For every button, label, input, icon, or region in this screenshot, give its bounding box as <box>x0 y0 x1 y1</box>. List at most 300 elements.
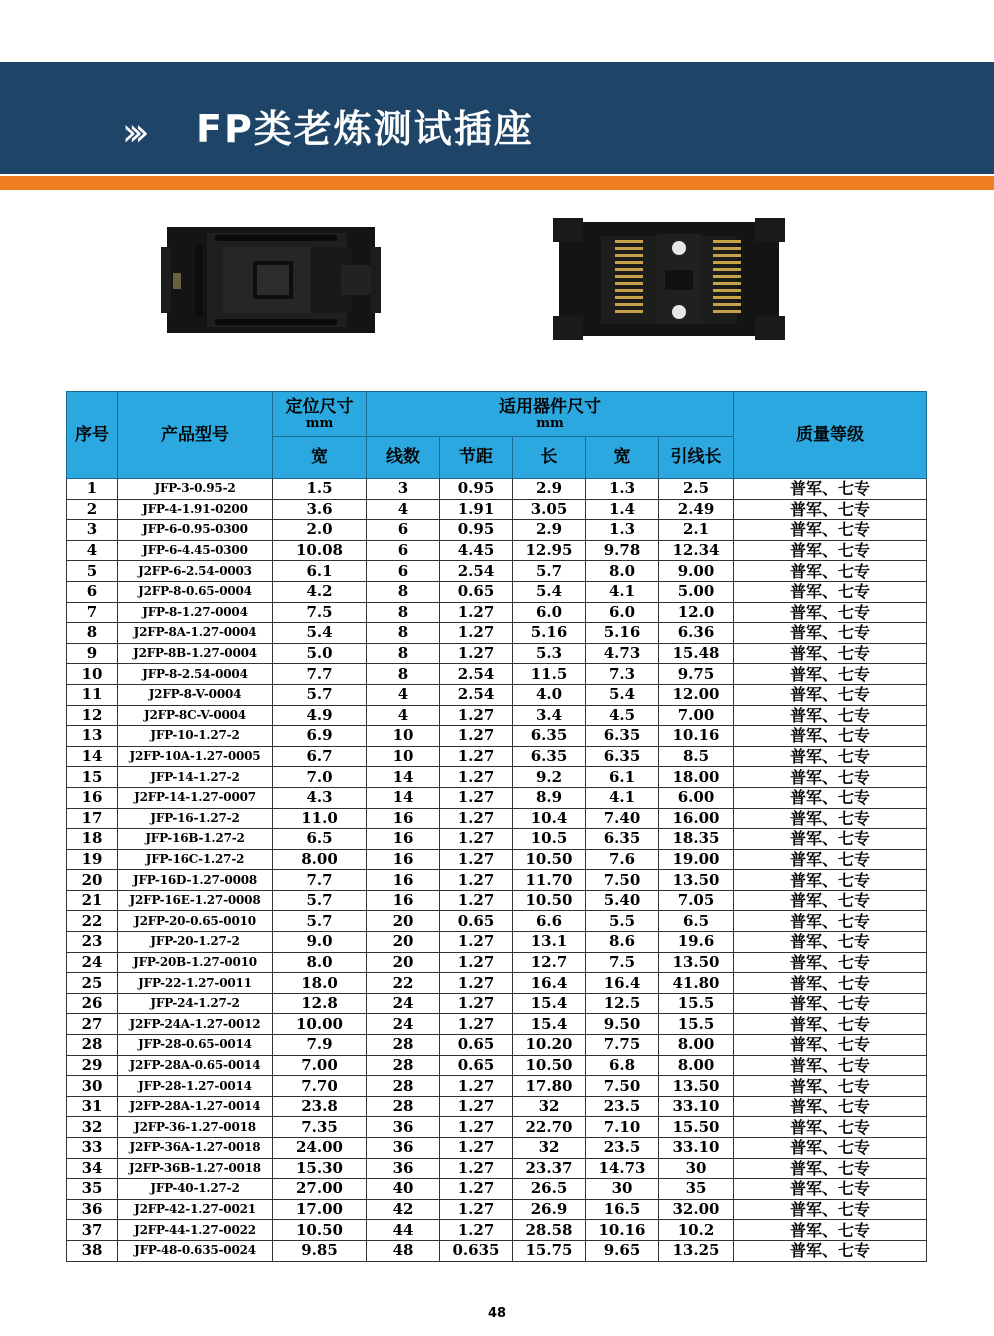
cell-pitch: 1.27 <box>440 890 513 911</box>
cell-positioning-width: 23.8 <box>273 1096 367 1117</box>
cell-grade: 普军、七专 <box>734 1014 927 1035</box>
cell-length: 2.9 <box>513 520 586 541</box>
cell-lead-length: 13.50 <box>659 870 734 891</box>
cell-length: 6.35 <box>513 746 586 767</box>
table-row <box>67 499 927 520</box>
cell-width: 4.1 <box>586 581 659 602</box>
cell-lead-length: 6.36 <box>659 623 734 644</box>
table-row <box>67 1014 927 1035</box>
cell-lead-length: 6.00 <box>659 787 734 808</box>
cell-length: 23.37 <box>513 1158 586 1179</box>
cell-pitch: 1.27 <box>440 932 513 953</box>
cell-grade: 普军、七专 <box>734 973 927 994</box>
cell-positioning-width: 11.0 <box>273 808 367 829</box>
cell-positioning-width: 3.6 <box>273 499 367 520</box>
cell-pitch: 2.54 <box>440 664 513 685</box>
cell-pins: 8 <box>367 581 440 602</box>
cell-pins: 28 <box>367 1055 440 1076</box>
cell-grade: 普军、七专 <box>734 561 927 582</box>
cell-positioning-width: 6.7 <box>273 746 367 767</box>
table-row <box>67 808 927 829</box>
cell-index: 9 <box>67 643 118 664</box>
cell-grade: 普军、七专 <box>734 849 927 870</box>
cell-model: JFP-8-1.27-0004 <box>118 602 273 623</box>
cell-positioning-width: 7.7 <box>273 664 367 685</box>
cell-length: 10.4 <box>513 808 586 829</box>
cell-width: 7.10 <box>586 1117 659 1138</box>
cell-pitch: 2.54 <box>440 561 513 582</box>
cell-width: 23.5 <box>586 1096 659 1117</box>
cell-model: J2FP-44-1.27-0022 <box>118 1220 273 1241</box>
cell-index: 12 <box>67 705 118 726</box>
cell-positioning-width: 17.00 <box>273 1199 367 1220</box>
cell-model: JFP-28-0.65-0014 <box>118 1035 273 1056</box>
cell-positioning-width: 7.0 <box>273 767 367 788</box>
header-length: 长 <box>513 437 586 479</box>
cell-model: JFP-22-1.27-0011 <box>118 973 273 994</box>
cell-pitch: 1.27 <box>440 1158 513 1179</box>
cell-length: 5.3 <box>513 643 586 664</box>
cell-pins: 40 <box>367 1179 440 1200</box>
cell-pins: 22 <box>367 973 440 994</box>
cell-grade: 普军、七专 <box>734 581 927 602</box>
cell-pins: 28 <box>367 1076 440 1097</box>
cell-index: 10 <box>67 664 118 685</box>
cell-lead-length: 13.50 <box>659 1076 734 1097</box>
cell-pins: 20 <box>367 911 440 932</box>
cell-model: J2FP-8A-1.27-0004 <box>118 623 273 644</box>
cell-pins: 14 <box>367 767 440 788</box>
cell-index: 38 <box>67 1240 118 1261</box>
cell-model: J2FP-6-2.54-0003 <box>118 561 273 582</box>
cell-positioning-width: 7.7 <box>273 870 367 891</box>
cell-length: 5.4 <box>513 581 586 602</box>
cell-pitch: 1.27 <box>440 1014 513 1035</box>
cell-model: JFP-16D-1.27-0008 <box>118 870 273 891</box>
cell-positioning-width: 7.5 <box>273 602 367 623</box>
cell-grade: 普军、七专 <box>734 1035 927 1056</box>
cell-model: JFP-24-1.27-2 <box>118 993 273 1014</box>
cell-pins: 8 <box>367 602 440 623</box>
cell-length: 4.0 <box>513 684 586 705</box>
cell-pitch: 4.45 <box>440 540 513 561</box>
cell-pitch: 2.54 <box>440 684 513 705</box>
cell-positioning-width: 24.00 <box>273 1138 367 1159</box>
cell-index: 11 <box>67 684 118 705</box>
cell-pitch: 1.27 <box>440 1220 513 1241</box>
cell-model: J2FP-28A-1.27-0014 <box>118 1096 273 1117</box>
cell-pitch: 1.27 <box>440 643 513 664</box>
cell-lead-length: 8.00 <box>659 1035 734 1056</box>
table-row <box>67 1220 927 1241</box>
cell-model: J2FP-20-0.65-0010 <box>118 911 273 932</box>
cell-lead-length: 15.5 <box>659 1014 734 1035</box>
cell-positioning-width: 8.00 <box>273 849 367 870</box>
cell-length: 16.4 <box>513 973 586 994</box>
cell-index: 22 <box>67 911 118 932</box>
cell-length: 15.75 <box>513 1240 586 1261</box>
cell-lead-length: 7.00 <box>659 705 734 726</box>
cell-grade: 普军、七专 <box>734 808 927 829</box>
cell-width: 7.50 <box>586 870 659 891</box>
table-row <box>67 726 927 747</box>
cell-pins: 14 <box>367 787 440 808</box>
cell-grade: 普军、七专 <box>734 499 927 520</box>
cell-pitch: 1.27 <box>440 829 513 850</box>
cell-index: 8 <box>67 623 118 644</box>
cell-positioning-width: 9.0 <box>273 932 367 953</box>
cell-width: 8.6 <box>586 932 659 953</box>
cell-model: J2FP-8-V-0004 <box>118 684 273 705</box>
table-row <box>67 870 927 891</box>
cell-pins: 6 <box>367 540 440 561</box>
table-row <box>67 787 927 808</box>
cell-grade: 普军、七专 <box>734 479 927 500</box>
cell-length: 5.16 <box>513 623 586 644</box>
cell-grade: 普军、七专 <box>734 664 927 685</box>
cell-width: 5.40 <box>586 890 659 911</box>
cell-index: 26 <box>67 993 118 1014</box>
cell-width: 9.50 <box>586 1014 659 1035</box>
cell-positioning-width: 7.00 <box>273 1055 367 1076</box>
cell-model: J2FP-8C-V-0004 <box>118 705 273 726</box>
cell-grade: 普军、七专 <box>734 1179 927 1200</box>
cell-grade: 普军、七专 <box>734 932 927 953</box>
cell-positioning-width: 10.50 <box>273 1220 367 1241</box>
table-row <box>67 1035 927 1056</box>
cell-lead-length: 12.00 <box>659 684 734 705</box>
cell-length: 15.4 <box>513 993 586 1014</box>
cell-pitch: 1.27 <box>440 1096 513 1117</box>
cell-lead-length: 35 <box>659 1179 734 1200</box>
cell-model: J2FP-36-1.27-0018 <box>118 1117 273 1138</box>
cell-lead-length: 2.49 <box>659 499 734 520</box>
cell-lead-length: 12.34 <box>659 540 734 561</box>
cell-model: JFP-16B-1.27-2 <box>118 829 273 850</box>
cell-pins: 36 <box>367 1158 440 1179</box>
table-row <box>67 1158 927 1179</box>
cell-pitch: 0.95 <box>440 520 513 541</box>
cell-positioning-width: 5.4 <box>273 623 367 644</box>
cell-positioning-width: 7.9 <box>273 1035 367 1056</box>
cell-lead-length: 18.35 <box>659 829 734 850</box>
cell-lead-length: 19.6 <box>659 932 734 953</box>
cell-lead-length: 13.25 <box>659 1240 734 1261</box>
cell-positioning-width: 5.7 <box>273 890 367 911</box>
cell-length: 10.20 <box>513 1035 586 1056</box>
cell-index: 1 <box>67 479 118 500</box>
cell-pins: 44 <box>367 1220 440 1241</box>
table-row <box>67 705 927 726</box>
cell-index: 33 <box>67 1138 118 1159</box>
cell-positioning-width: 6.1 <box>273 561 367 582</box>
cell-index: 20 <box>67 870 118 891</box>
cell-grade: 普军、七专 <box>734 1199 927 1220</box>
header-width: 宽 <box>273 437 367 479</box>
table-row <box>67 623 927 644</box>
cell-index: 31 <box>67 1096 118 1117</box>
cell-index: 29 <box>67 1055 118 1076</box>
cell-grade: 普军、七专 <box>734 767 927 788</box>
cell-lead-length: 9.75 <box>659 664 734 685</box>
cell-width: 30 <box>586 1179 659 1200</box>
cell-index: 25 <box>67 973 118 994</box>
cell-grade: 普军、七专 <box>734 746 927 767</box>
table-row <box>67 849 927 870</box>
cell-width: 7.3 <box>586 664 659 685</box>
cell-grade: 普军、七专 <box>734 1240 927 1261</box>
cell-width: 10.16 <box>586 1220 659 1241</box>
cell-pitch: 1.27 <box>440 993 513 1014</box>
cell-model: J2FP-36B-1.27-0018 <box>118 1158 273 1179</box>
cell-grade: 普军、七专 <box>734 890 927 911</box>
cell-positioning-width: 10.00 <box>273 1014 367 1035</box>
cell-model: J2FP-14-1.27-0007 <box>118 787 273 808</box>
header-device-width: 宽 <box>586 437 659 479</box>
cell-index: 28 <box>67 1035 118 1056</box>
cell-index: 23 <box>67 932 118 953</box>
cell-length: 17.80 <box>513 1076 586 1097</box>
cell-model: J2FP-42-1.27-0021 <box>118 1199 273 1220</box>
cell-pitch: 1.27 <box>440 1138 513 1159</box>
cell-length: 3.05 <box>513 499 586 520</box>
cell-index: 30 <box>67 1076 118 1097</box>
cell-model: JFP-28-1.27-0014 <box>118 1076 273 1097</box>
cell-width: 6.35 <box>586 829 659 850</box>
cell-pins: 16 <box>367 870 440 891</box>
table-row <box>67 1138 927 1159</box>
cell-model: JFP-10-1.27-2 <box>118 726 273 747</box>
table-row <box>67 1240 927 1261</box>
cell-pins: 20 <box>367 952 440 973</box>
header-positioning: 定位尺寸 mm <box>273 392 367 437</box>
cell-length: 26.9 <box>513 1199 586 1220</box>
table-row <box>67 973 927 994</box>
cell-lead-length: 13.50 <box>659 952 734 973</box>
cell-positioning-width: 15.30 <box>273 1158 367 1179</box>
cell-index: 2 <box>67 499 118 520</box>
cell-length: 28.58 <box>513 1220 586 1241</box>
cell-grade: 普军、七专 <box>734 911 927 932</box>
cell-grade: 普军、七专 <box>734 623 927 644</box>
cell-model: JFP-16-1.27-2 <box>118 808 273 829</box>
cell-pins: 4 <box>367 684 440 705</box>
cell-width: 12.5 <box>586 993 659 1014</box>
cell-positioning-width: 8.0 <box>273 952 367 973</box>
cell-width: 6.1 <box>586 767 659 788</box>
cell-grade: 普军、七专 <box>734 1096 927 1117</box>
header-index: 序号 <box>67 392 118 479</box>
cell-lead-length: 15.50 <box>659 1117 734 1138</box>
cell-pitch: 0.95 <box>440 479 513 500</box>
cell-positioning-width: 6.5 <box>273 829 367 850</box>
cell-grade: 普军、七专 <box>734 1055 927 1076</box>
cell-pins: 48 <box>367 1240 440 1261</box>
cell-width: 9.78 <box>586 540 659 561</box>
cell-pitch: 1.27 <box>440 705 513 726</box>
cell-width: 7.50 <box>586 1076 659 1097</box>
table-row <box>67 520 927 541</box>
cell-lead-length: 30 <box>659 1158 734 1179</box>
table-row <box>67 684 927 705</box>
cell-pitch: 0.65 <box>440 1055 513 1076</box>
cell-model: J2FP-8B-1.27-0004 <box>118 643 273 664</box>
cell-length: 11.5 <box>513 664 586 685</box>
cell-pitch: 0.65 <box>440 581 513 602</box>
cell-model: J2FP-16E-1.27-0008 <box>118 890 273 911</box>
cell-pitch: 1.27 <box>440 602 513 623</box>
cell-grade: 普军、七专 <box>734 602 927 623</box>
header-model: 产品型号 <box>118 392 273 479</box>
cell-positioning-width: 6.9 <box>273 726 367 747</box>
cell-positioning-width: 12.8 <box>273 993 367 1014</box>
cell-pins: 4 <box>367 705 440 726</box>
cell-pins: 24 <box>367 1014 440 1035</box>
cell-pins: 8 <box>367 664 440 685</box>
table-row <box>67 993 927 1014</box>
cell-index: 14 <box>67 746 118 767</box>
chevrons-icon: ››› <box>122 110 141 154</box>
cell-width: 6.35 <box>586 726 659 747</box>
table-row <box>67 952 927 973</box>
cell-lead-length: 9.00 <box>659 561 734 582</box>
cell-grade: 普军、七专 <box>734 1076 927 1097</box>
cell-positioning-width: 5.7 <box>273 684 367 705</box>
cell-positioning-width: 27.00 <box>273 1179 367 1200</box>
cell-lead-length: 41.80 <box>659 973 734 994</box>
header-pins: 线数 <box>367 437 440 479</box>
cell-model: JFP-48-0.635-0024 <box>118 1240 273 1261</box>
cell-pitch: 1.27 <box>440 973 513 994</box>
cell-lead-length: 12.0 <box>659 602 734 623</box>
table-row <box>67 561 927 582</box>
cell-length: 5.7 <box>513 561 586 582</box>
cell-pins: 4 <box>367 499 440 520</box>
table-row <box>67 581 927 602</box>
cell-lead-length: 19.00 <box>659 849 734 870</box>
cell-index: 17 <box>67 808 118 829</box>
cell-lead-length: 2.5 <box>659 479 734 500</box>
page-title: FP类老炼测试插座 <box>196 107 534 151</box>
header-pitch: 节距 <box>440 437 513 479</box>
cell-width: 8.0 <box>586 561 659 582</box>
cell-positioning-width: 4.3 <box>273 787 367 808</box>
cell-lead-length: 5.00 <box>659 581 734 602</box>
cell-length: 8.9 <box>513 787 586 808</box>
cell-length: 3.4 <box>513 705 586 726</box>
cell-model: JFP-3-0.95-2 <box>118 479 273 500</box>
cell-width: 7.75 <box>586 1035 659 1056</box>
cell-pins: 6 <box>367 520 440 541</box>
cell-positioning-width: 10.08 <box>273 540 367 561</box>
cell-length: 10.50 <box>513 1055 586 1076</box>
cell-pitch: 0.65 <box>440 1035 513 1056</box>
cell-model: JFP-6-4.45-0300 <box>118 540 273 561</box>
cell-length: 13.1 <box>513 932 586 953</box>
cell-lead-length: 8.5 <box>659 746 734 767</box>
cell-grade: 普军、七专 <box>734 1158 927 1179</box>
cell-width: 5.4 <box>586 684 659 705</box>
cell-model: JFP-40-1.27-2 <box>118 1179 273 1200</box>
cell-length: 10.50 <box>513 849 586 870</box>
header-grade: 质量等级 <box>734 392 927 479</box>
cell-pins: 8 <box>367 643 440 664</box>
cell-width: 5.5 <box>586 911 659 932</box>
cell-pins: 42 <box>367 1199 440 1220</box>
cell-index: 27 <box>67 1014 118 1035</box>
cell-pitch: 1.27 <box>440 1179 513 1200</box>
cell-grade: 普军、七专 <box>734 520 927 541</box>
cell-length: 6.6 <box>513 911 586 932</box>
cell-length: 26.5 <box>513 1179 586 1200</box>
cell-model: J2FP-24A-1.27-0012 <box>118 1014 273 1035</box>
cell-pins: 20 <box>367 932 440 953</box>
cell-model: J2FP-10A-1.27-0005 <box>118 746 273 767</box>
socket-photo-closed <box>161 225 381 335</box>
table-row <box>67 890 927 911</box>
cell-lead-length: 33.10 <box>659 1096 734 1117</box>
cell-length: 32 <box>513 1138 586 1159</box>
cell-lead-length: 10.2 <box>659 1220 734 1241</box>
cell-model: JFP-14-1.27-2 <box>118 767 273 788</box>
cell-positioning-width: 7.35 <box>273 1117 367 1138</box>
cell-lead-length: 15.48 <box>659 643 734 664</box>
cell-lead-length: 7.05 <box>659 890 734 911</box>
cell-pins: 10 <box>367 726 440 747</box>
table-row <box>67 911 927 932</box>
page-number: 48 <box>487 1306 507 1321</box>
cell-width: 16.5 <box>586 1199 659 1220</box>
cell-width: 16.4 <box>586 973 659 994</box>
table-row <box>67 1055 927 1076</box>
cell-index: 34 <box>67 1158 118 1179</box>
cell-width: 7.6 <box>586 849 659 870</box>
cell-width: 9.65 <box>586 1240 659 1261</box>
cell-index: 37 <box>67 1220 118 1241</box>
cell-grade: 普军、七专 <box>734 643 927 664</box>
cell-lead-length: 6.5 <box>659 911 734 932</box>
cell-grade: 普军、七专 <box>734 870 927 891</box>
cell-pitch: 1.27 <box>440 746 513 767</box>
cell-pins: 3 <box>367 479 440 500</box>
table-row <box>67 602 927 623</box>
table-row <box>67 643 927 664</box>
cell-grade: 普军、七专 <box>734 684 927 705</box>
cell-pitch: 1.27 <box>440 767 513 788</box>
cell-positioning-width: 5.7 <box>273 911 367 932</box>
cell-model: JFP-16C-1.27-2 <box>118 849 273 870</box>
cell-grade: 普军、七专 <box>734 787 927 808</box>
cell-grade: 普军、七专 <box>734 1117 927 1138</box>
cell-length: 32 <box>513 1096 586 1117</box>
cell-pins: 28 <box>367 1096 440 1117</box>
cell-lead-length: 32.00 <box>659 1199 734 1220</box>
table-row <box>67 664 927 685</box>
cell-positioning-width: 4.2 <box>273 581 367 602</box>
cell-index: 3 <box>67 520 118 541</box>
cell-length: 15.4 <box>513 1014 586 1035</box>
cell-pitch: 1.27 <box>440 787 513 808</box>
cell-positioning-width: 9.85 <box>273 1240 367 1261</box>
cell-length: 12.95 <box>513 540 586 561</box>
cell-pins: 36 <box>367 1117 440 1138</box>
cell-pitch: 1.27 <box>440 952 513 973</box>
cell-index: 7 <box>67 602 118 623</box>
socket-photo-open <box>553 218 785 340</box>
table-row <box>67 1179 927 1200</box>
cell-width: 7.40 <box>586 808 659 829</box>
table-row <box>67 767 927 788</box>
